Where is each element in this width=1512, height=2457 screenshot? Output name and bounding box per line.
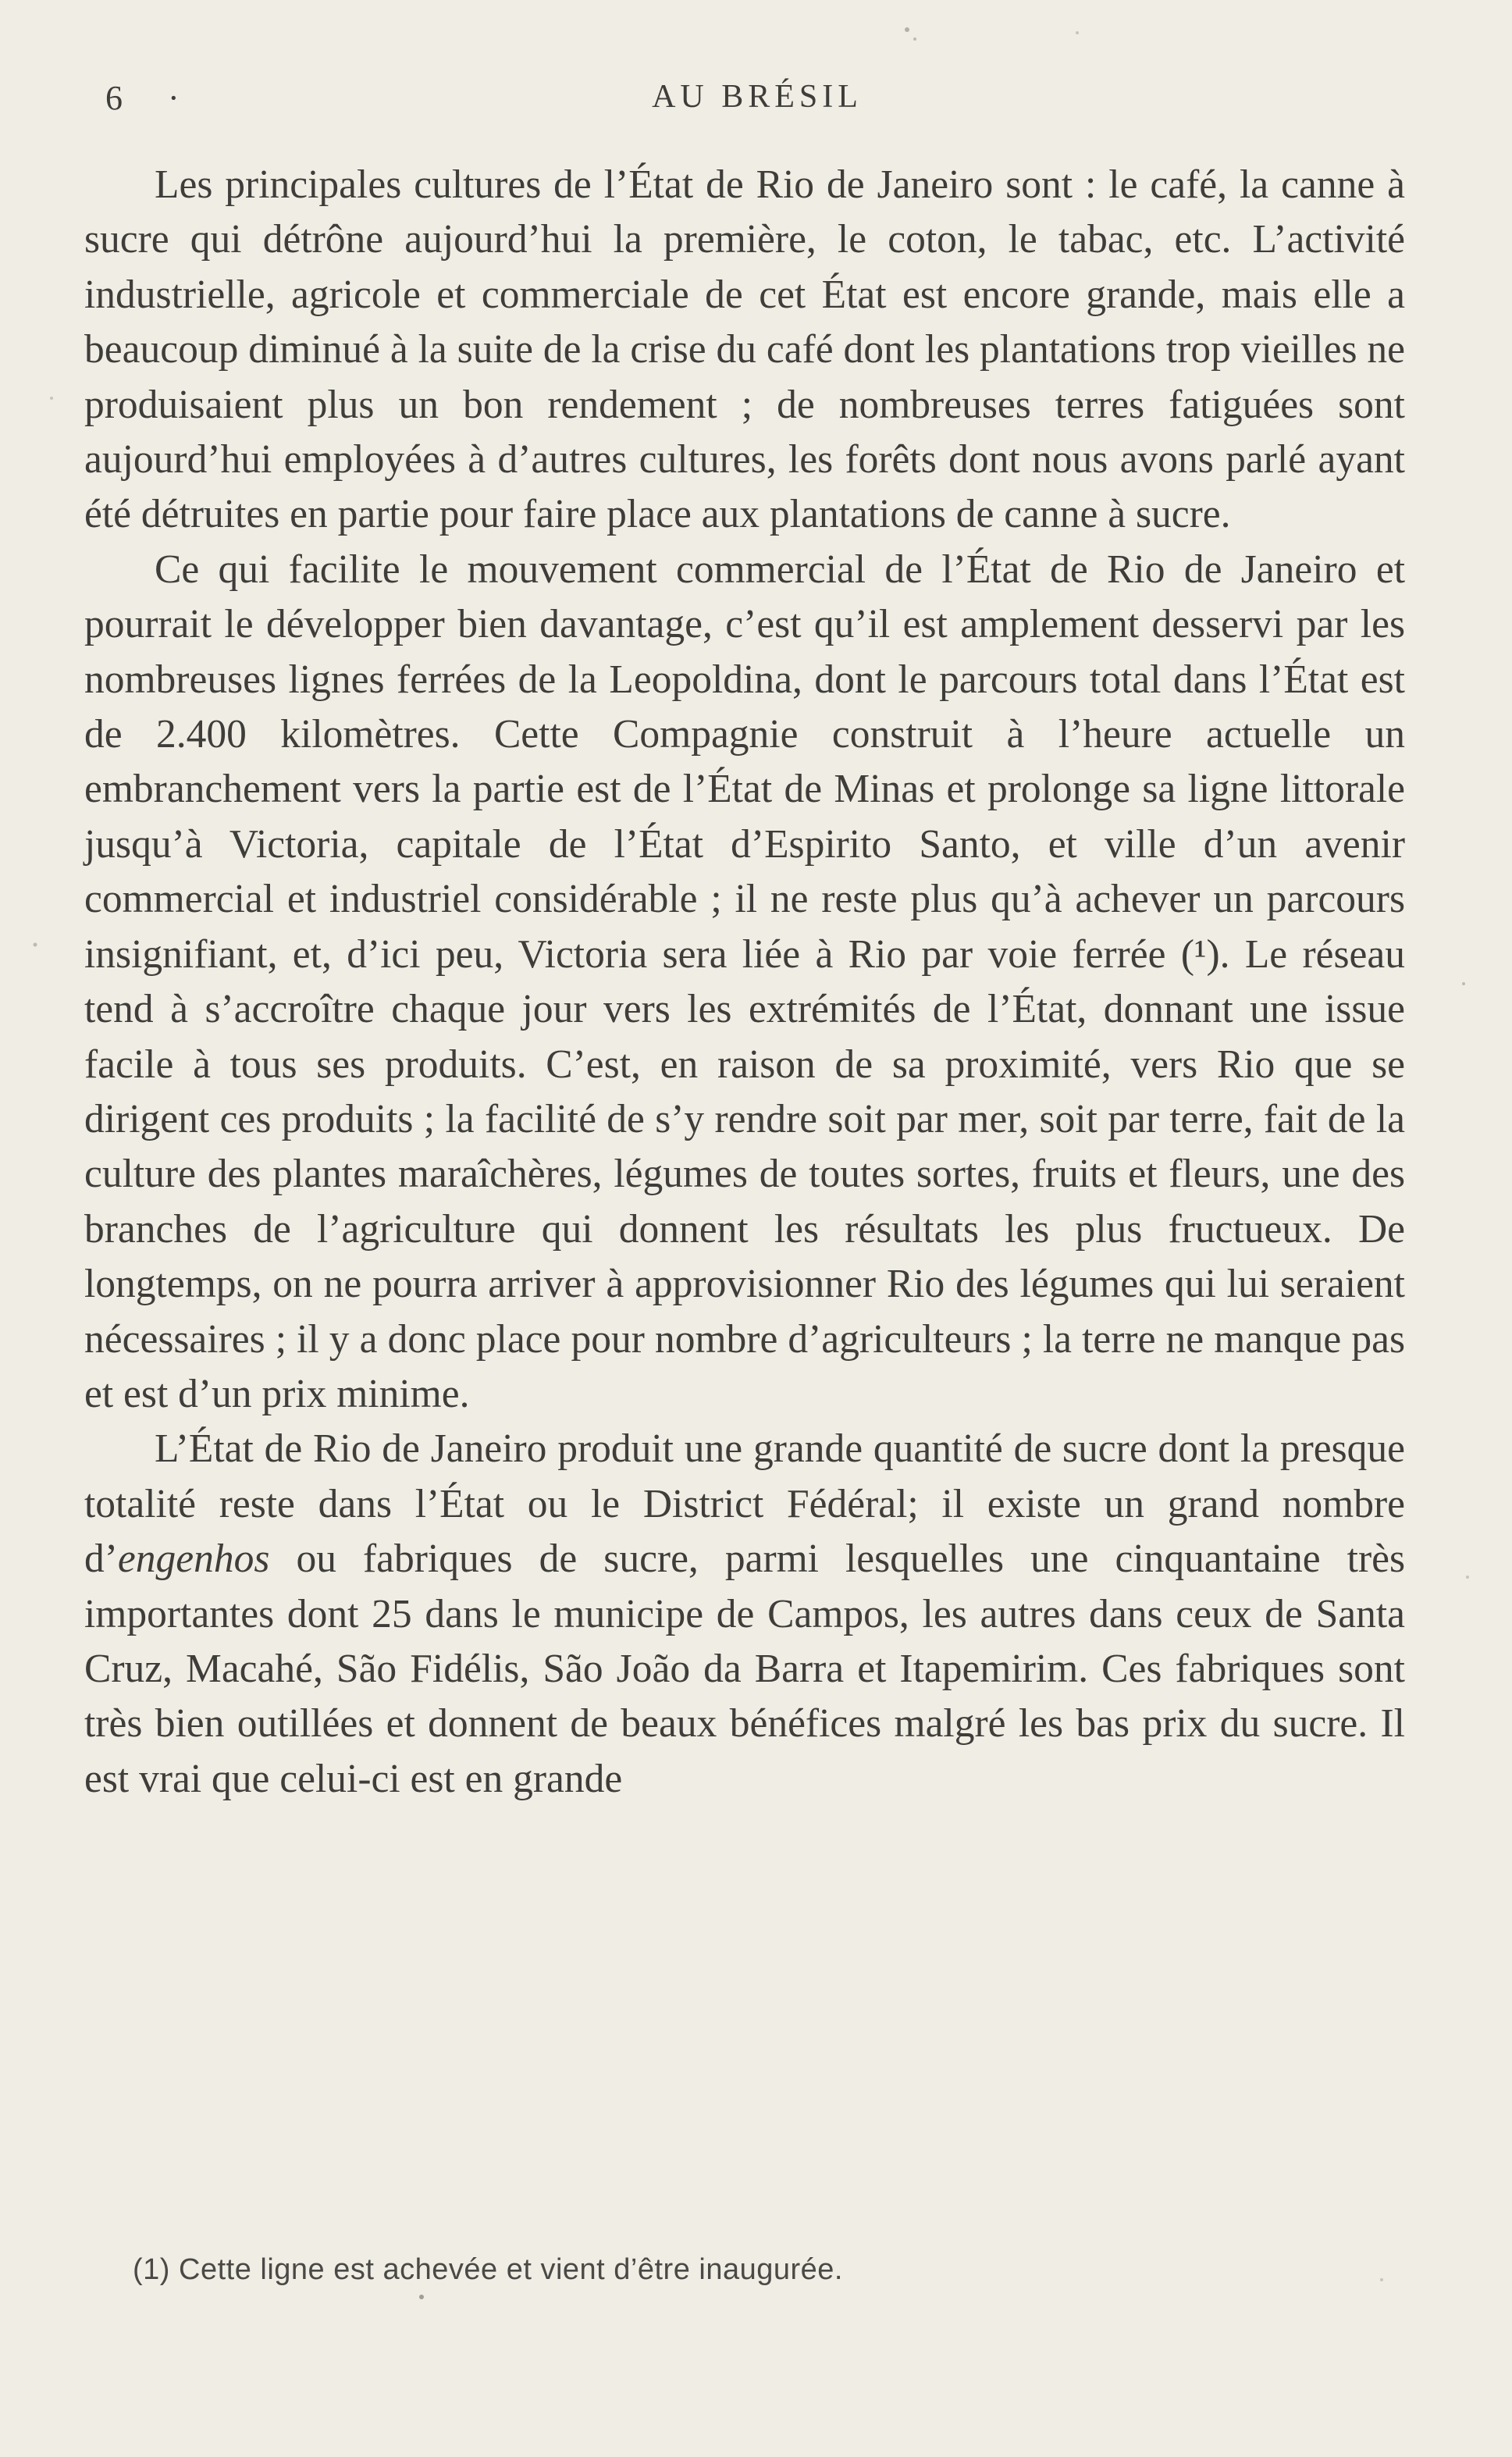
speck	[419, 2295, 424, 2299]
paragraph-1: Les principales cultures de l’État de Rio de Janeiro sont : le café, la canne à sucre qui détrône aujourd’hui la première, le coton, le tabac, etc. L’activité industrielle, agricole et commerciale de cet État est encore grande, mais elle a beaucoup diminué à la suite de la crise du café dont les plantations trop vieilles ne produisaient plus un bon rendement ; de nombreuses terres fatiguées sont aujourd’hui employées à d’autres cultures, les forêts dont nous avons parlé ayant été détruites en partie pour faire place aux plantations de canne à sucre.	[84, 162, 1405, 537]
speck	[913, 37, 916, 41]
italic-term-engenhos: engenhos	[117, 1537, 270, 1582]
body-text	[84, 158, 1405, 1807]
running-title: AU BRÉSIL	[652, 79, 863, 115]
speck	[1076, 31, 1079, 34]
speck	[34, 943, 37, 947]
header-separator: ·	[168, 79, 180, 117]
paragraph-2: Ce qui facilite le mouvement commercial de l’État de Rio de Janeiro et pourrait le développer bien davantage, c’est qu’il est amplement desservi par les nombreuses lignes ferrées de la Leopoldina, dont le parcours total dans l’État est de 2.400 kilomètres. Cette Compagnie construit à l’heure actuelle un embranchement vers la partie est de l’État de Minas et prolonge sa ligne littorale jusqu’à Victoria, capitale de l’État d’Espirito Santo, et ville d’un avenir commercial et industriel considérable ; il ne reste plus qu’à achever un parcours insignifiant, et, d’ici peu, Victoria sera liée à Rio par voie ferrée (¹). Le réseau tend à s’accroître chaque jour vers les extrémités de l’État, donnant une issue facile à tous ses produits. C’est, en raison de sa proximité, vers Rio que se dirigent ces produits ; la facilité de s’y rendre soit par mer, soit par terre, fait de la culture des plantes maraîchères, légumes de toutes sortes, fruits et fleurs, une des branches de l’agriculture qui donnent les résultats les plus fructueux. De longtemps, on ne pourra arriver à approvisionner Rio des légumes qui lui seraient nécessaires ; il y a donc place pour nombre d’agriculteurs ; la terre ne manque pas et est d’un prix minime.	[84, 547, 1405, 1416]
speck	[1466, 1576, 1469, 1579]
footnote: (1) Cette ligne est achevée et vient d’être inaugurée.	[133, 2253, 843, 2286]
speck	[50, 397, 53, 400]
page-number: 6	[105, 79, 124, 117]
paragraph-3-text-before: L’État de Rio de Janeiro produit une grande quantité de sucre dont la presque totalité reste dans l’État ou le District Fédéral; il existe un grand nombre d’	[84, 1426, 1405, 1582]
paragraph-3-text-after: ou fabriques de sucre, parmi lesquelles une cinquantaine très importantes dont 25 dans le municipe de Campos, les autres dans ceux de Santa Cruz, Macahé, São Fidélis, São João da Barra et Itapemirim. Ces fabriques sont très bien outillées et donnent de beaux bénéfices malgré les bas prix du sucre. Il est vrai que celui-ci est en grande	[84, 1537, 1405, 1801]
speck	[905, 27, 909, 32]
speck	[1462, 982, 1465, 985]
paragraph-3	[84, 1422, 1405, 1807]
page-header	[105, 78, 1409, 125]
